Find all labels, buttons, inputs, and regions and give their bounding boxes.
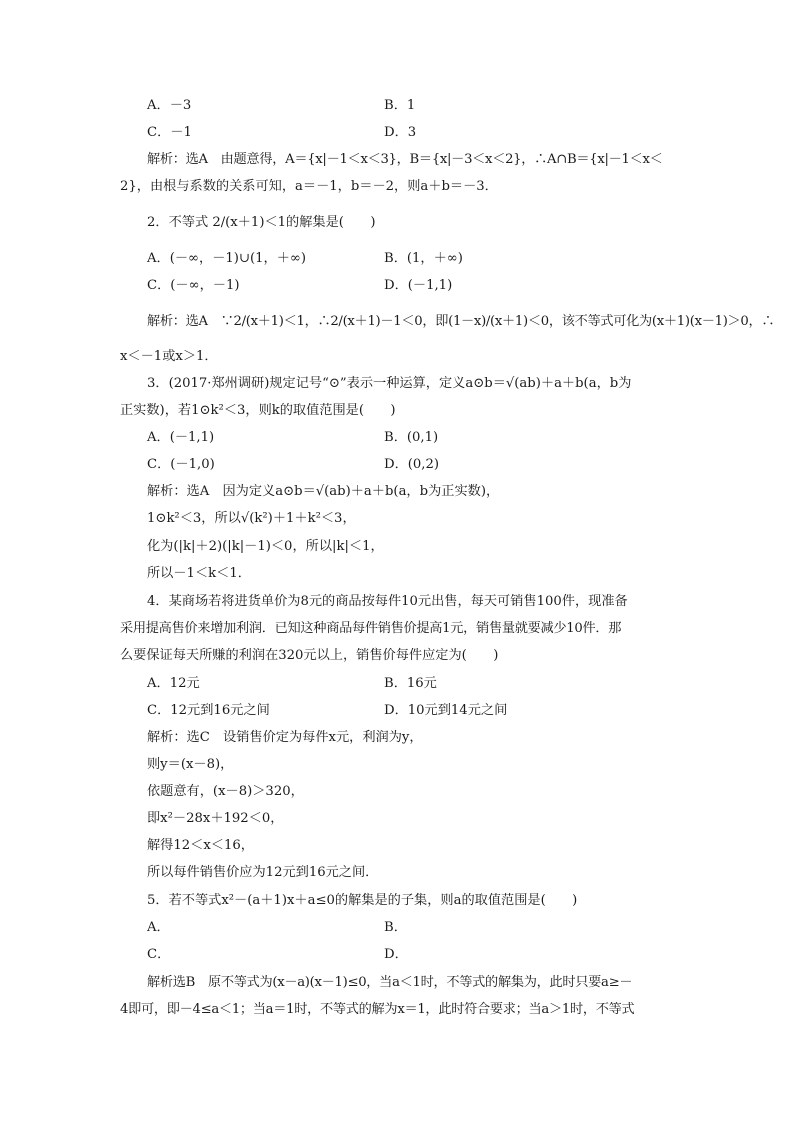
question-4-line2: 采用提高售价来增加利润．已知这种商品每件销售价提高1元，销售量就要减少10件．那	[120, 621, 622, 636]
solution-q4-line6: 所以每件销售价应为12元到16元之间．	[147, 865, 379, 880]
option-d-q4: D．10元到14元之间	[384, 703, 508, 718]
option-c-q5: C．	[147, 947, 171, 962]
option-d-q3: D．(0,2)	[384, 457, 440, 472]
option-c-q1: C．－1	[147, 125, 192, 140]
question-4-line1: 4．某商场若将进货单价为8元的商品按每件10元出售，每天可销售100件，现准备	[147, 594, 628, 609]
solution-q3-line3: 化为(|k|＋2)(|k|－1)＜0，所以|k|＜1，	[147, 539, 384, 554]
solution-q4-line2: 则y＝(x－8)，	[147, 757, 234, 772]
solution-q4-line4: 即x²－28x＋192＜0，	[147, 811, 284, 826]
option-d-q1: D．3	[384, 125, 417, 140]
solution-q2-line1: 解析：选A ∵2/(x＋1)＜1，∴2/(x＋1)－1＜0，即(1－x)/(x＋1)＜0，该不等式可化为(x＋1)(x－1)＞0，∴	[147, 314, 775, 329]
option-a-q4: A．12元	[147, 676, 200, 691]
question-3-line2: 正实数)，若1⊙k²＜3，则k的取值范围是( )	[120, 403, 396, 418]
option-b-q2: B．(1，＋∞)	[384, 251, 463, 266]
question-3-line1: 3．(2017·郑州调研)规定记号“⊙”表示一种运算，定义a⊙b＝√(ab)＋a＋b(a，b为	[147, 376, 632, 391]
solution-q4-line1: 解析：选C 设销售价定为每件x元，利润为y，	[147, 730, 423, 745]
solution-q2-line2: x＜－1或x＞1．	[120, 349, 218, 364]
option-b-q5: B．	[384, 920, 407, 935]
option-a-q1: A．－3	[147, 98, 192, 113]
solution-q4-line3: 依题意有，(x－8)＞320，	[147, 784, 304, 799]
question-5: 5．若不等式x²－(a＋1)x＋a≤0的解集是的子集，则a的取值范围是( )	[147, 893, 578, 908]
solution-q1-line2: 2}，由根与系数的关系可知，a＝－1，b＝－2，则a＋b＝－3．	[120, 179, 498, 194]
solution-q3-line2: 1⊙k²＜3，所以√(k²)＋1＋k²＜3，	[147, 511, 356, 526]
option-d-q2: D．(－1,1)	[384, 278, 453, 293]
option-a-q2: A．(－∞，－1)∪(1，＋∞)	[147, 251, 307, 266]
option-c-q2: C．(－∞，－1)	[147, 278, 240, 293]
option-a-q5: A．	[147, 920, 170, 935]
solution-q3-line1: 解析：选A 因为定义a⊙b＝√(ab)＋a＋b(a，b为正实数)，	[147, 484, 500, 499]
solution-q1-line1: 解析：选A 由题意得，A＝{x|－1＜x＜3}，B＝{x|－3＜x＜2}，∴A∩B＝{x|－1＜x＜	[147, 152, 663, 167]
option-b-q4: B．16元	[384, 676, 437, 691]
option-c-q4: C．12元到16元之间	[147, 703, 270, 718]
option-b-q3: B．(0,1)	[384, 430, 439, 445]
solution-q5-line1: 解析选B 原不等式为(x－a)(x－1)≤0，当a＜1时，不等式的解集为，此时只要a≥－	[147, 975, 633, 990]
question-4-line3: 么要保证每天所赚的利润在320元以上，销售价每件应定为( )	[120, 648, 499, 663]
option-d-q5: D．	[384, 947, 408, 962]
solution-q4-line5: 解得12＜x＜16，	[147, 838, 254, 853]
option-c-q3: C．(－1,0)	[147, 457, 215, 472]
option-a-q3: A．(－1,1)	[147, 430, 215, 445]
question-2: 2．不等式 2/(x＋1)＜1的解集是( )	[147, 215, 376, 230]
option-b-q1: B．1	[384, 98, 416, 113]
solution-q5-line2: 4即可，即－4≤a＜1；当a＝1时，不等式的解为x＝1，此时符合要求；当a＞1时，不等式	[120, 1002, 635, 1017]
solution-q3-line4: 所以－1＜k＜1．	[147, 566, 251, 581]
